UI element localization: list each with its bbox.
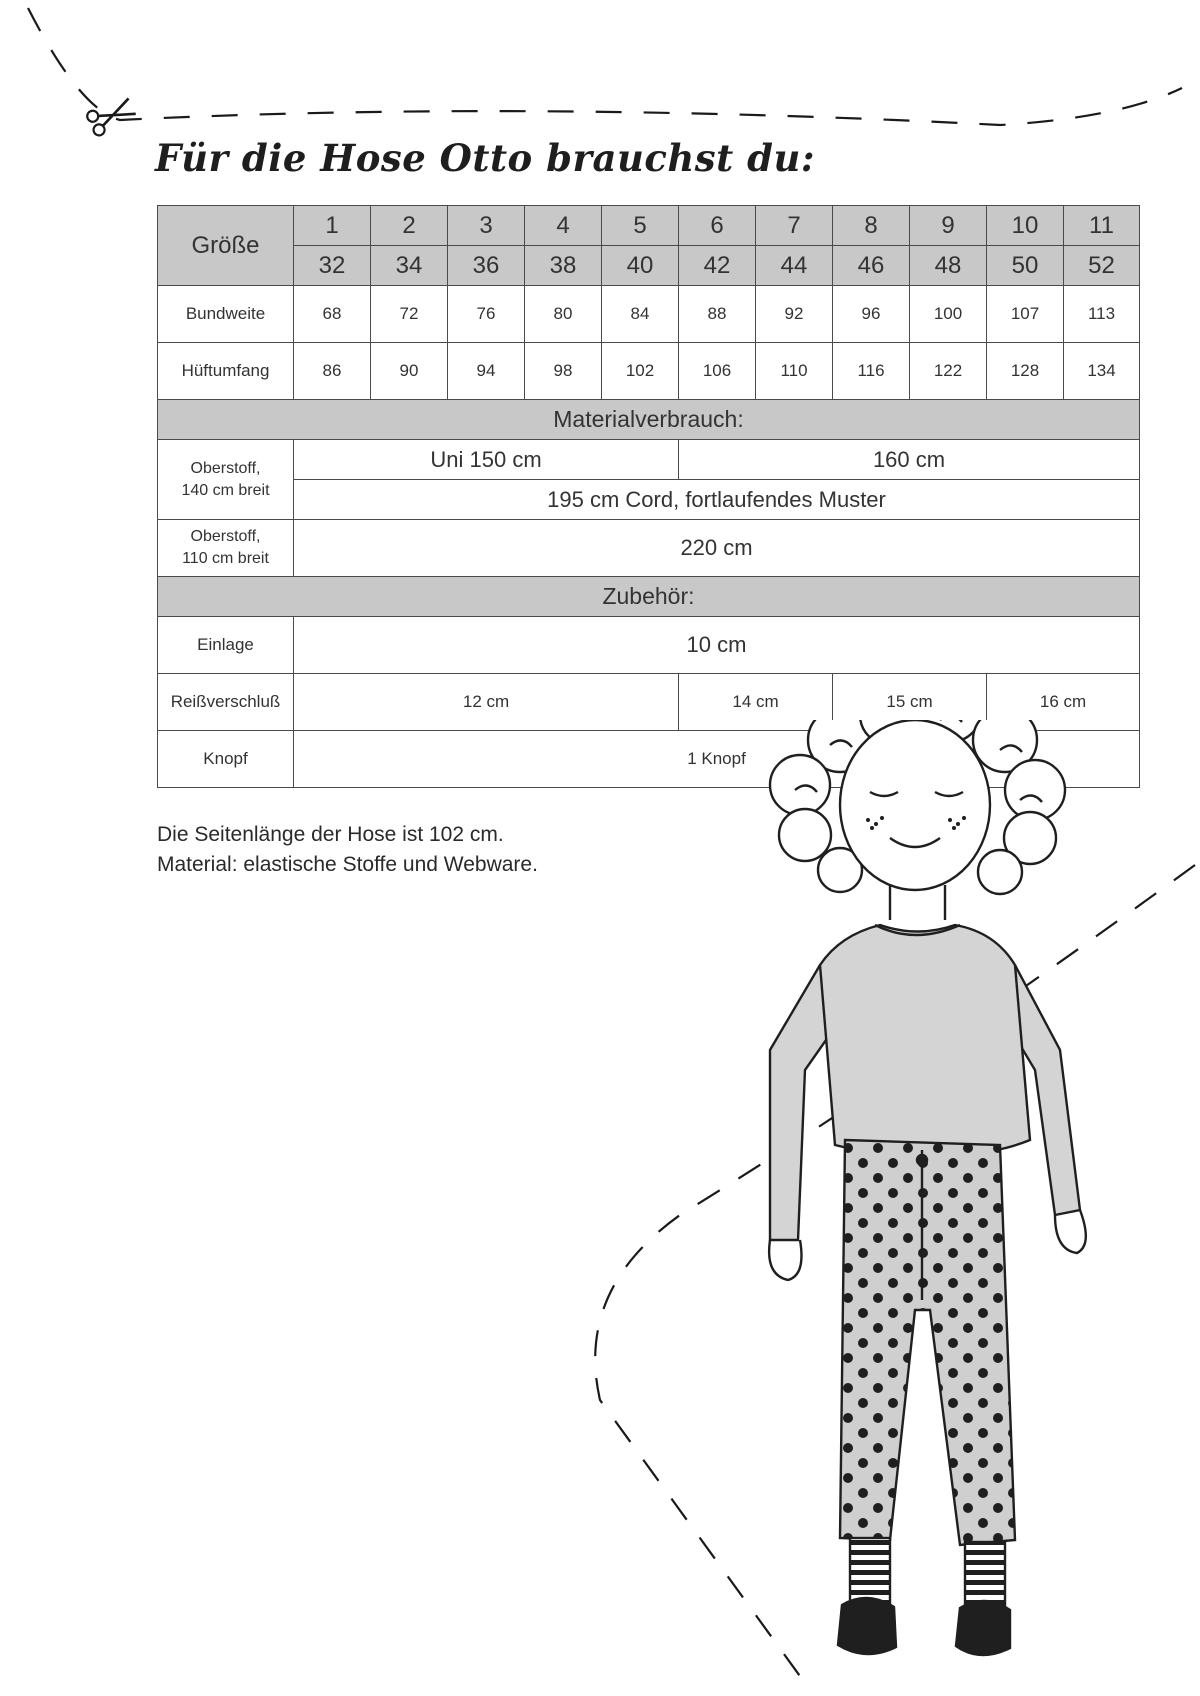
zipper-value: 12 cm [294,674,679,731]
fabric140-cord: 195 cm Cord, fortlaufendes Muster [294,480,1140,520]
fabric140-uni-small: Uni 150 cm [294,440,679,480]
hip-value: 98 [525,343,602,400]
size-table [157,205,1140,788]
size-value: 50 [987,246,1064,286]
button-label: Knopf [158,731,294,788]
note-line: Material: elastische Stoffe und Webware. [157,853,538,876]
size-number: 7 [756,206,833,246]
page-title: Für die Hose Otto brauchst du: [155,136,816,180]
right-shoe [956,1601,1010,1655]
waist-row [158,286,1140,343]
size-number: 5 [602,206,679,246]
hip-value: 106 [679,343,756,400]
fabric140-label: Oberstoff, 140 cm breit [158,440,294,520]
size-number: 1 [294,206,371,246]
hip-row [158,343,1140,400]
face [840,720,990,890]
fabric140-cord-row [158,480,1140,520]
notes [157,820,538,880]
size-value: 36 [448,246,525,286]
scissors-icon [85,94,137,137]
waist-value: 80 [525,286,602,343]
size-number: 11 [1064,206,1140,246]
fabric140-row [158,440,1140,480]
size-value: 34 [371,246,448,286]
hip-value: 90 [371,343,448,400]
size-value: 42 [679,246,756,286]
size-number: 6 [679,206,756,246]
button-value: 1 Knopf [294,731,1140,788]
waist-value: 72 [371,286,448,343]
size-value: 52 [1064,246,1140,286]
size-number: 10 [987,206,1064,246]
fabric140-uni-large: 160 cm [679,440,1140,480]
waist-value: 88 [679,286,756,343]
size-value: 40 [602,246,679,286]
hip-value: 110 [756,343,833,400]
pants [840,1140,1015,1545]
zipper-label: Reißverschluß [158,674,294,731]
size-number: 9 [910,206,987,246]
zipper-value: 14 cm [679,674,833,731]
interfacing-label: Einlage [158,617,294,674]
waist-value: 100 [910,286,987,343]
hip-label: Hüftumfang [158,343,294,400]
girl-illustration [750,720,1170,1695]
note-line: Die Seitenlänge der Hose ist 102 cm. [157,823,504,846]
waist-value: 84 [602,286,679,343]
hip-value: 134 [1064,343,1140,400]
zipper-value: 16 cm [987,674,1140,731]
zipper-value: 15 cm [833,674,987,731]
size-number: 2 [371,206,448,246]
size-number: 3 [448,206,525,246]
hip-value: 102 [602,343,679,400]
fabric110-value: 220 cm [294,520,1140,577]
size-label: Größe [158,206,294,286]
waist-value: 68 [294,286,371,343]
size-value-row [158,246,1140,286]
left-shoe [838,1598,896,1654]
size-number: 4 [525,206,602,246]
fabric110-label: Oberstoff, 110 cm breit [158,520,294,577]
material-section-row [158,400,1140,440]
waist-value: 96 [833,286,910,343]
hip-value: 128 [987,343,1064,400]
size-value: 38 [525,246,602,286]
material-heading: Materialverbrauch: [158,400,1140,440]
waist-value: 76 [448,286,525,343]
waist-value: 107 [987,286,1064,343]
hip-value: 122 [910,343,987,400]
waist-value: 113 [1064,286,1140,343]
sweater [820,925,1030,1153]
accessories-section-row [158,577,1140,617]
size-value: 46 [833,246,910,286]
interfacing-value: 10 cm [294,617,1140,674]
waist-label: Bundweite [158,286,294,343]
size-value: 32 [294,246,371,286]
accessories-heading: Zubehör: [158,577,1140,617]
size-number-row [158,206,1140,246]
hip-value: 94 [448,343,525,400]
fabric110-row [158,520,1140,577]
hip-value: 116 [833,343,910,400]
waist-value: 92 [756,286,833,343]
interfacing-row [158,617,1140,674]
size-value: 48 [910,246,987,286]
size-number: 8 [833,206,910,246]
hip-value: 86 [294,343,371,400]
size-value: 44 [756,246,833,286]
